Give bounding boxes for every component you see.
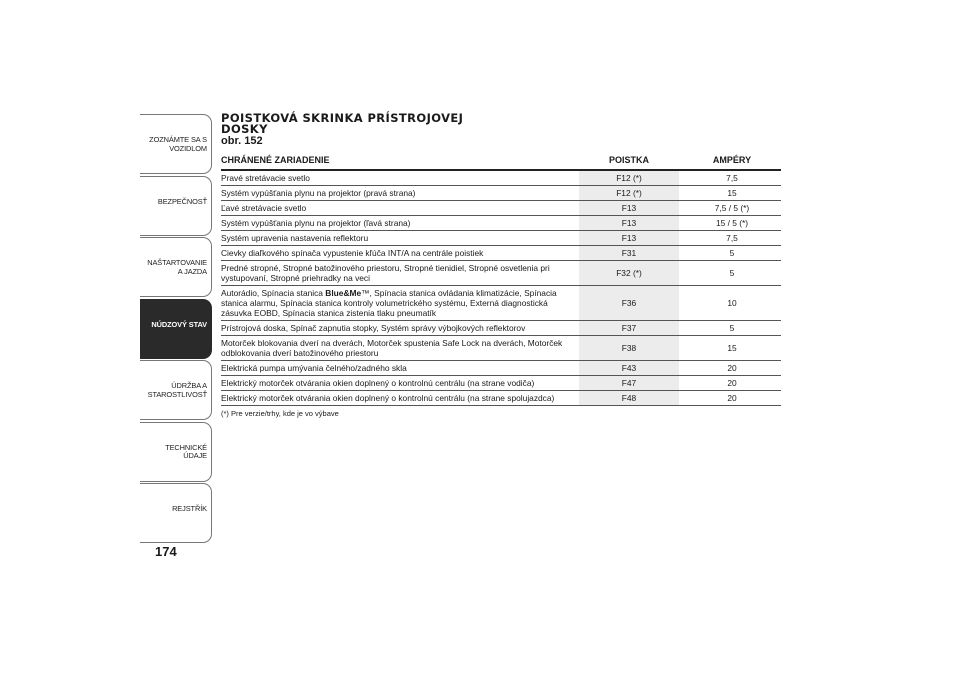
tab-zoznamte-sa-s-vozidlom[interactable]: ZOZNÁMTE SA S VOZIDLOM (140, 114, 212, 174)
device-cell: Elektrický motorček otvárania okien doplnený o kontrolnú centrálu (na strane vodiča) (221, 376, 579, 391)
fuse-cell: F12 (*) (579, 186, 679, 201)
tab-udrzba-a-starostlivost[interactable]: ÚDRŽBA A STAROSTLIVOSŤ (140, 360, 212, 420)
table-row (221, 361, 781, 376)
table-header-row (221, 153, 781, 170)
amps-cell: 15 / 5 (*) (683, 216, 781, 231)
amps-cell: 15 (683, 186, 781, 201)
device-cell: Predné stropné, Stropné batožinového priestoru, Stropné tienidiel, Stropné osvetlenia pri vystupovaní, Stropné priehradky na veci (221, 261, 579, 286)
table-row (221, 170, 781, 186)
device-cell: Elektrická pumpa umývania čelného/zadného skla (221, 361, 579, 376)
fuse-cell: F43 (579, 361, 679, 376)
amps-cell: 20 (683, 391, 781, 406)
table-row (221, 286, 781, 321)
device-cell: Systém vypúšťania plynu na projektor (ľavá strana) (221, 216, 579, 231)
fuse-cell: F48 (579, 391, 679, 406)
header-amps: AMPÉRY (683, 153, 781, 170)
fuse-table (221, 153, 781, 406)
device-cell: Cievky diaľkového spínača vypustenie kľúča INT/A na centrále poistiek (221, 246, 579, 261)
tab-rejstrik[interactable]: REJSTŘÍK (140, 483, 212, 543)
amps-cell: 5 (683, 321, 781, 336)
table-row (221, 336, 781, 361)
chapter-sidebar (140, 114, 212, 545)
header-fuse: POISTKA (579, 153, 679, 170)
device-cell: Prístrojová doska, Spínač zapnutia stopky, Systém správy výbojkových reflektorov (221, 321, 579, 336)
amps-cell: 10 (683, 286, 781, 321)
amps-cell: 5 (683, 246, 781, 261)
device-cell: Ľavé stretávacie svetlo (221, 201, 579, 216)
amps-cell: 7,5 (683, 170, 781, 186)
tab-nudzovy-stav[interactable]: NÚDZOVÝ STAV (140, 299, 212, 359)
fuse-cell: F47 (579, 376, 679, 391)
page-number: 174 (155, 544, 177, 559)
fuse-cell: F38 (579, 336, 679, 361)
fuse-cell: F37 (579, 321, 679, 336)
device-cell: Systém upravenia nastavenia reflektoru (221, 231, 579, 246)
table-row (221, 201, 781, 216)
table-row (221, 376, 781, 391)
amps-cell: 20 (683, 376, 781, 391)
tab-bezpecnost[interactable]: BEZPEČNOSŤ (140, 176, 212, 236)
device-cell: Systém vypúšťania plynu na projektor (pravá strana) (221, 186, 579, 201)
table-row (221, 321, 781, 336)
fuse-cell: F32 (*) (579, 261, 679, 286)
fuse-cell: F36 (579, 286, 679, 321)
table-row (221, 186, 781, 201)
table-row (221, 261, 781, 286)
fuse-cell: F13 (579, 216, 679, 231)
device-cell (221, 286, 579, 321)
table-footnote: (*) Pre verzie/trhy, kde je vo výbave (221, 409, 339, 418)
device-cell: Elektrický motorček otvárania okien doplnený o kontrolnú centrálu (na strane spolujazdca) (221, 391, 579, 406)
figure-reference: obr. 152 (221, 135, 263, 147)
amps-cell: 20 (683, 361, 781, 376)
table-row (221, 391, 781, 406)
fuse-cell: F13 (579, 231, 679, 246)
tab-nastartovanie-a-jazda[interactable]: NAŠTARTOVANIE A JAZDA (140, 237, 212, 297)
amps-cell: 7,5 / 5 (*) (683, 201, 781, 216)
fuse-cell: F31 (579, 246, 679, 261)
amps-cell: 7,5 (683, 231, 781, 246)
table-row (221, 246, 781, 261)
device-cell: Pravé stretávacie svetlo (221, 170, 579, 186)
header-device: CHRÁNENÉ ZARIADENIE (221, 153, 579, 170)
amps-cell: 5 (683, 261, 781, 286)
device-text-suffix: ™, Spínacia stanica ovládania klimatizácie, Spínacia stanica alarmu, Spínacia stanica kontroly volumetrického systému, Externá diagnostická zásuvka EOBD, Spínacia stanica zistenia tlaku pneumatík (221, 288, 557, 318)
fuse-box-section (221, 113, 781, 418)
device-cell: Motorček blokovania dverí na dverách, Motorček spustenia Safe Lock na dverách, Motorček odblokovania dverí batožinového priestoru (221, 336, 579, 361)
section-title: POISTKOVÁ SKRINKA PRÍSTROJOVEJ DOSKY (221, 111, 464, 136)
table-row (221, 231, 781, 246)
tab-technicke-udaje[interactable]: TECHNICKÉ ÚDAJE (140, 422, 212, 482)
blue-and-me-brand: Blue&Me (325, 288, 362, 298)
device-text-prefix: Autorádio, Spínacia stanica (221, 288, 326, 298)
table-row (221, 216, 781, 231)
fuse-cell: F12 (*) (579, 170, 679, 186)
fuse-cell: F13 (579, 201, 679, 216)
amps-cell: 15 (683, 336, 781, 361)
